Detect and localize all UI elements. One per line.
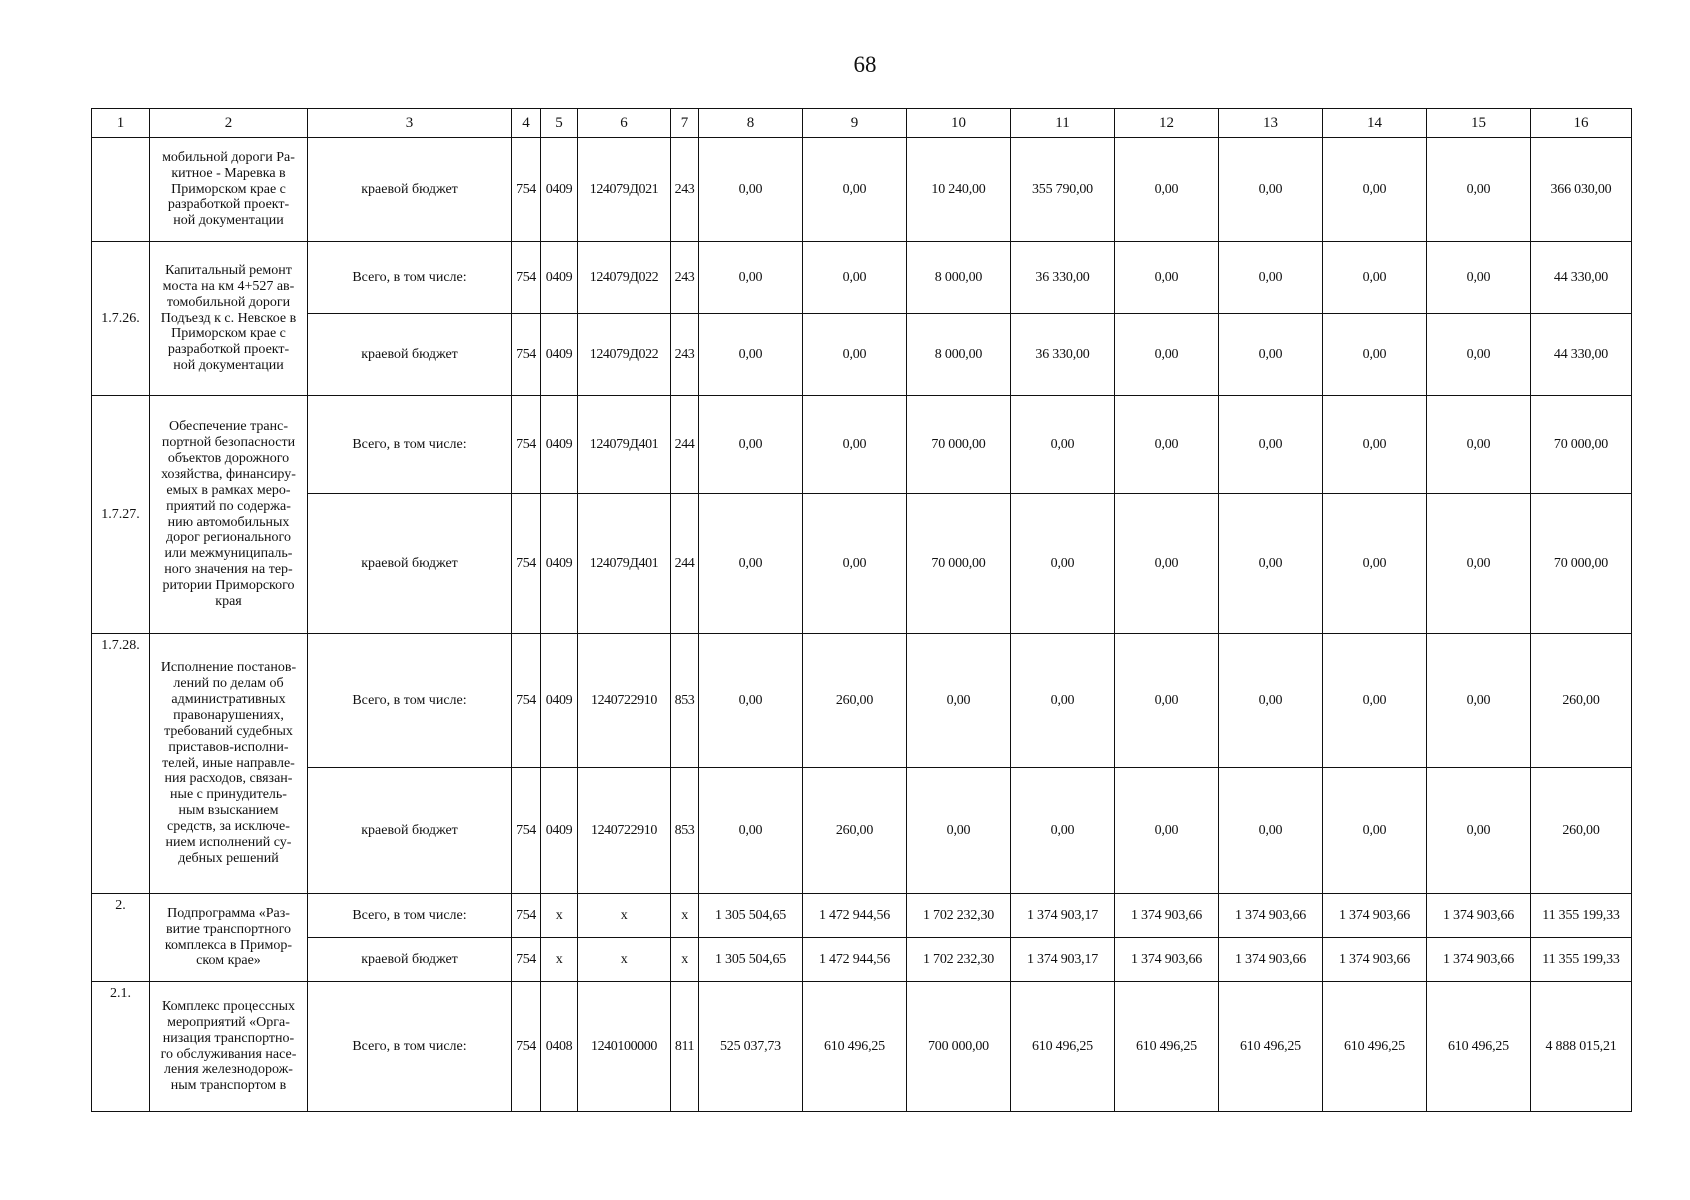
amount-col-12: 0,00 [1115,242,1219,314]
item-name: Капитальный ремонт моста на км 4+527 ав- томобильной дороги Подъезд к с. Невское в Приморском крае с разработкой проект- ной документации [150,242,308,396]
amount-col-16: 260,00 [1531,768,1632,894]
item-name: мобильной дороги Ра- китное - Маревка в Приморском крае с разработкой проект- ной документации [150,138,308,242]
amount-col-14: 0,00 [1323,494,1427,634]
amount-col-15: 610 496,25 [1427,982,1531,1112]
amount-col-16: 70 000,00 [1531,396,1632,494]
amount-col-12: 0,00 [1115,314,1219,396]
table-row [92,396,1632,494]
amount-col-15: 1 374 903,66 [1427,894,1531,938]
amount-col-15: 0,00 [1427,494,1531,634]
amount-col-12: 0,00 [1115,138,1219,242]
amount-col-10: 0,00 [907,768,1011,894]
col-header: 12 [1115,109,1219,138]
col-header: 6 [578,109,671,138]
col-header: 14 [1323,109,1427,138]
amount-col-8: 0,00 [699,314,803,396]
amount-col-15: 0,00 [1427,138,1531,242]
item-number: 1.7.26. [92,242,150,396]
amount-col-9: 0,00 [803,396,907,494]
amount-col-15: 0,00 [1427,396,1531,494]
amount-col-16: 366 030,00 [1531,138,1632,242]
code-col-6: 1240100000 [578,982,671,1112]
item-name: Обеспечение транс- портной безопасности объектов дорожного хозяйства, финансиру- емых в рамках меро- приятий по содержа- нию автомобильных дорог регионального или межмуниципаль- ного значения на тер- ритории Приморского края [150,396,308,634]
amount-col-15: 0,00 [1427,242,1531,314]
amount-col-9: 0,00 [803,314,907,396]
code-col-7: х [671,938,699,982]
code-col-7: 244 [671,396,699,494]
amount-col-12: 0,00 [1115,768,1219,894]
amount-col-14: 0,00 [1323,242,1427,314]
funding-source: Всего, в том числе: [308,634,512,768]
col-header: 13 [1219,109,1323,138]
amount-col-16: 44 330,00 [1531,242,1632,314]
code-col-4: 754 [512,396,541,494]
code-col-5: 0409 [541,494,578,634]
amount-col-14: 1 374 903,66 [1323,894,1427,938]
amount-col-8: 0,00 [699,494,803,634]
code-col-4: 754 [512,768,541,894]
amount-col-10: 0,00 [907,634,1011,768]
amount-col-9: 260,00 [803,768,907,894]
code-col-6: х [578,938,671,982]
amount-col-9: 0,00 [803,494,907,634]
funding-source: Всего, в том числе: [308,242,512,314]
amount-col-9: 610 496,25 [803,982,907,1112]
col-header: 4 [512,109,541,138]
header-row [92,109,1632,138]
code-col-6: 124079Д401 [578,396,671,494]
amount-col-13: 0,00 [1219,768,1323,894]
table-row [92,938,1632,982]
table-row [92,768,1632,894]
code-col-4: 754 [512,982,541,1112]
table-row [92,138,1632,242]
amount-col-9: 0,00 [803,138,907,242]
amount-col-8: 1 305 504,65 [699,894,803,938]
amount-col-13: 1 374 903,66 [1219,894,1323,938]
amount-col-16: 260,00 [1531,634,1632,768]
code-col-4: 754 [512,634,541,768]
amount-col-13: 0,00 [1219,494,1323,634]
amount-col-13: 610 496,25 [1219,982,1323,1112]
amount-col-12: 0,00 [1115,634,1219,768]
amount-col-11: 0,00 [1011,494,1115,634]
code-col-6: 1240722910 [578,634,671,768]
amount-col-10: 70 000,00 [907,494,1011,634]
amount-col-12: 1 374 903,66 [1115,894,1219,938]
amount-col-12: 1 374 903,66 [1115,938,1219,982]
code-col-6: 124079Д022 [578,242,671,314]
table-row [92,982,1632,1112]
item-name: Исполнение постанов- лений по делам об административных правонарушениях, требований судебных приставов-исполни- телей, иные направле- ния расходов, связан- ные с принудитель- ным взысканием средств, за исключе- нием исполнений су- дебных решений [150,634,308,894]
amount-col-11: 0,00 [1011,396,1115,494]
amount-col-13: 0,00 [1219,634,1323,768]
code-col-6: х [578,894,671,938]
amount-col-10: 70 000,00 [907,396,1011,494]
amount-col-8: 525 037,73 [699,982,803,1112]
amount-col-11: 1 374 903,17 [1011,894,1115,938]
amount-col-8: 0,00 [699,138,803,242]
code-col-5: 0409 [541,396,578,494]
amount-col-15: 1 374 903,66 [1427,938,1531,982]
code-col-7: 243 [671,242,699,314]
col-header: 5 [541,109,578,138]
funding-source: Всего, в том числе: [308,396,512,494]
table-row [92,242,1632,314]
code-col-5: х [541,894,578,938]
code-col-6: 124079Д022 [578,314,671,396]
code-col-5: 0409 [541,768,578,894]
amount-col-8: 1 305 504,65 [699,938,803,982]
page-number: 68 [853,52,877,77]
amount-col-10: 10 240,00 [907,138,1011,242]
table-row [92,894,1632,938]
funding-source: краевой бюджет [308,494,512,634]
funding-source: краевой бюджет [308,138,512,242]
amount-col-15: 0,00 [1427,768,1531,894]
amount-col-10: 8 000,00 [907,242,1011,314]
code-col-6: 1240722910 [578,768,671,894]
code-col-7: 243 [671,314,699,396]
code-col-7: 243 [671,138,699,242]
amount-col-16: 70 000,00 [1531,494,1632,634]
amount-col-13: 1 374 903,66 [1219,938,1323,982]
funding-source: краевой бюджет [308,938,512,982]
amount-col-14: 0,00 [1323,314,1427,396]
col-header: 16 [1531,109,1632,138]
item-name: Подпрограмма «Раз- витие транспортного комплекса в Примор- ском крае» [150,894,308,982]
amount-col-8: 0,00 [699,768,803,894]
amount-col-16: 44 330,00 [1531,314,1632,396]
code-col-4: 754 [512,138,541,242]
amount-col-12: 610 496,25 [1115,982,1219,1112]
code-col-7: 811 [671,982,699,1112]
code-col-7: 853 [671,768,699,894]
amount-col-10: 1 702 232,30 [907,938,1011,982]
item-number [92,138,150,242]
col-header: 7 [671,109,699,138]
amount-col-10: 1 702 232,30 [907,894,1011,938]
col-header: 2 [150,109,308,138]
code-col-5: 0409 [541,634,578,768]
amount-col-11: 0,00 [1011,768,1115,894]
code-col-5: 0409 [541,242,578,314]
amount-col-8: 0,00 [699,396,803,494]
amount-col-11: 0,00 [1011,634,1115,768]
amount-col-11: 610 496,25 [1011,982,1115,1112]
item-number: 2. [92,894,150,982]
col-header: 1 [92,109,150,138]
code-col-6: 124079Д401 [578,494,671,634]
amount-col-11: 36 330,00 [1011,314,1115,396]
code-col-7: х [671,894,699,938]
table-row [92,634,1632,768]
table-row [92,494,1632,634]
amount-col-10: 8 000,00 [907,314,1011,396]
code-col-5: 0409 [541,314,578,396]
amount-col-11: 355 790,00 [1011,138,1115,242]
amount-col-13: 0,00 [1219,396,1323,494]
table-row [92,314,1632,396]
funding-source: краевой бюджет [308,314,512,396]
col-header: 9 [803,109,907,138]
amount-col-9: 260,00 [803,634,907,768]
code-col-5: 0409 [541,138,578,242]
amount-col-11: 1 374 903,17 [1011,938,1115,982]
code-col-5: х [541,938,578,982]
code-col-4: 754 [512,242,541,314]
funding-source: краевой бюджет [308,768,512,894]
code-col-4: 754 [512,494,541,634]
amount-col-16: 11 355 199,33 [1531,938,1632,982]
amount-col-12: 0,00 [1115,396,1219,494]
code-col-5: 0408 [541,982,578,1112]
amount-col-14: 610 496,25 [1323,982,1427,1112]
amount-col-8: 0,00 [699,242,803,314]
amount-col-10: 700 000,00 [907,982,1011,1112]
amount-col-9: 1 472 944,56 [803,894,907,938]
col-header: 11 [1011,109,1115,138]
amount-col-9: 1 472 944,56 [803,938,907,982]
col-header: 15 [1427,109,1531,138]
col-header: 8 [699,109,803,138]
budget-table [91,108,1632,1112]
item-number: 2.1. [92,982,150,1112]
code-col-4: 754 [512,314,541,396]
code-col-6: 124079Д021 [578,138,671,242]
amount-col-9: 0,00 [803,242,907,314]
amount-col-14: 0,00 [1323,396,1427,494]
amount-col-16: 11 355 199,33 [1531,894,1632,938]
amount-col-14: 1 374 903,66 [1323,938,1427,982]
col-header: 10 [907,109,1011,138]
amount-col-14: 0,00 [1323,768,1427,894]
col-header: 3 [308,109,512,138]
amount-col-13: 0,00 [1219,314,1323,396]
funding-source: Всего, в том числе: [308,894,512,938]
amount-col-11: 36 330,00 [1011,242,1115,314]
code-col-4: 754 [512,938,541,982]
amount-col-14: 0,00 [1323,634,1427,768]
amount-col-15: 0,00 [1427,314,1531,396]
amount-col-12: 0,00 [1115,494,1219,634]
amount-col-14: 0,00 [1323,138,1427,242]
item-number: 1.7.28. [92,634,150,894]
amount-col-16: 4 888 015,21 [1531,982,1632,1112]
item-number: 1.7.27. [92,396,150,634]
code-col-7: 244 [671,494,699,634]
amount-col-8: 0,00 [699,634,803,768]
code-col-7: 853 [671,634,699,768]
amount-col-15: 0,00 [1427,634,1531,768]
item-name: Комплекс процессных мероприятий «Орга- низация транспортно- го обслуживания насе- ления железнодорож- ным транспортом в [150,982,308,1112]
code-col-4: 754 [512,894,541,938]
amount-col-13: 0,00 [1219,242,1323,314]
funding-source: Всего, в том числе: [308,982,512,1112]
amount-col-13: 0,00 [1219,138,1323,242]
